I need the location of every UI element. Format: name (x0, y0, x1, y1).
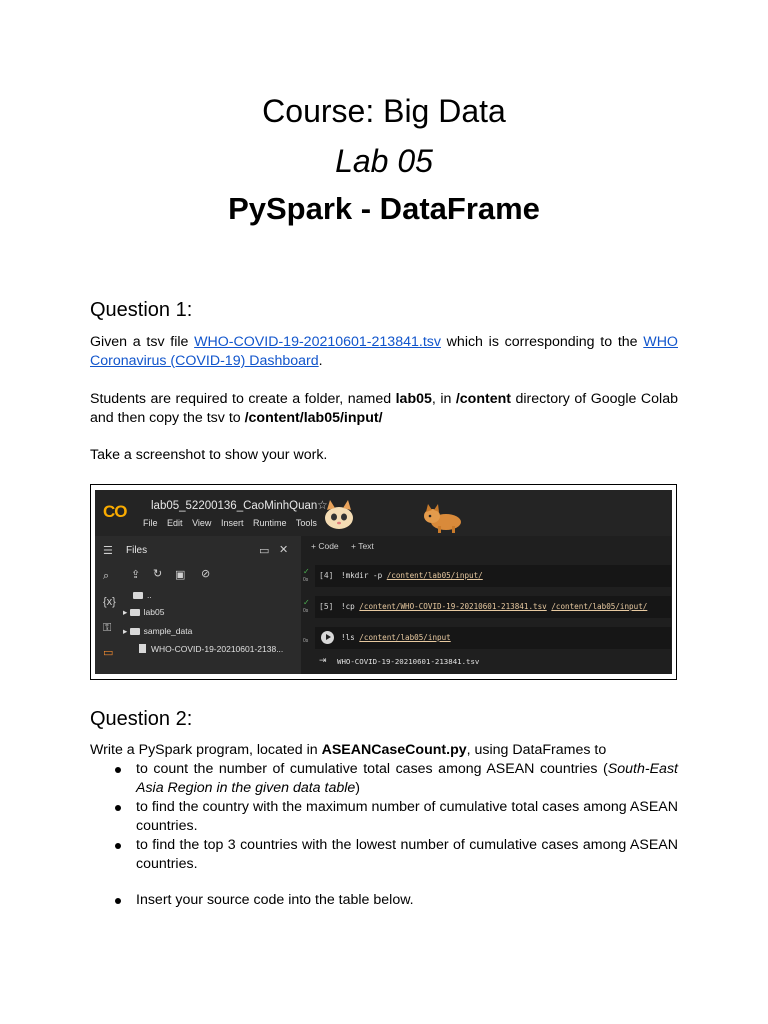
folder-icon (133, 592, 143, 599)
question-1-paragraph-3: Take a screenshot to show your work. (90, 447, 328, 463)
bullet-icon (115, 767, 121, 773)
tree-folder-sample-data[interactable]: ▸ sample_data (123, 626, 193, 636)
path: /content/lab05/input/ (551, 602, 648, 611)
path: /content/lab05/input/ (386, 571, 483, 580)
cell-2-status-icon: ✓ (303, 598, 310, 607)
cell-1-status-icon: ✓ (303, 567, 310, 576)
text: which is corresponding to the (440, 334, 644, 350)
question-2-heading: Question 2: (90, 708, 193, 730)
course-title: Course: Big Data (262, 93, 506, 129)
bullet-icon (115, 805, 121, 811)
folder-icon (130, 628, 140, 635)
list-item (90, 836, 678, 874)
cell-output: WHO-COVID-19-20210601-213841.tsv (337, 657, 480, 666)
output-icon[interactable]: ⇥ (319, 655, 327, 665)
colab-screenshot (90, 484, 677, 680)
variables-icon[interactable]: {x} (103, 596, 116, 608)
menu-insert[interactable]: Insert (220, 518, 244, 528)
bullet-icon (115, 898, 121, 904)
tree-parent-folder[interactable] (133, 590, 152, 600)
text: to find the country with the maximum number of cumulative total cases among ASEAN countries. (136, 799, 678, 834)
list-item (90, 760, 678, 798)
path: /content/WHO-COVID-19-20210601-213841.tsv (359, 602, 547, 611)
text: . (318, 353, 323, 369)
colab-topbar (95, 490, 672, 536)
text: to count the number of cumulative total cases among ASEAN countries ( (136, 761, 608, 777)
menu-file[interactable]: File (143, 518, 158, 528)
star-icon[interactable]: ☆ (317, 498, 328, 512)
mount-drive-icon[interactable]: ▣ (175, 569, 186, 581)
cmd: !cp (341, 602, 360, 611)
menu-view[interactable]: View (192, 518, 212, 528)
text: , using DataFrames to (466, 742, 607, 758)
code-cell-2[interactable] (315, 596, 671, 618)
file-icon (139, 644, 146, 653)
question-2-intro (90, 741, 678, 760)
cell-exec-count: [4] (319, 571, 334, 580)
cell-1-exec-time: 0s (303, 577, 309, 583)
dog-sticker-icon (420, 504, 466, 534)
code-cell-1[interactable] (315, 565, 671, 587)
notebook-title[interactable]: lab05_52200136_CaoMinhQuan (151, 500, 318, 512)
menu-edit[interactable]: Edit (167, 518, 183, 528)
instruction-list (90, 891, 678, 910)
cmd: !mkdir -p (341, 571, 387, 580)
input-dir: /content/lab05/input/ (244, 410, 383, 426)
text-italic: South-East Asia Region in the given data table (136, 761, 678, 796)
colab-window (95, 490, 672, 674)
files-panel-title: Files (126, 545, 148, 556)
task-list (90, 760, 678, 874)
files-panel (123, 536, 302, 674)
code-cell-3[interactable] (315, 627, 671, 649)
run-cell-button[interactable] (321, 631, 334, 644)
list-item (90, 891, 678, 910)
cat-sticker-icon (321, 498, 357, 532)
program-filename: ASEANCaseCount.py (321, 742, 467, 758)
cell-3-exec-time: 0s (303, 638, 309, 644)
refresh-icon[interactable]: ↻ (153, 568, 163, 580)
cell-code (341, 633, 451, 642)
table-of-contents-icon[interactable]: ☰ (103, 545, 113, 557)
tree-label: .. (147, 590, 152, 600)
files-folder-icon[interactable]: ▭ (103, 647, 114, 659)
menu-bar (143, 518, 324, 528)
tsv-file-link[interactable]: WHO-COVID-19-20210601-213841.tsv (194, 334, 441, 350)
tree-label: WHO-COVID-19-20210601-2138... (151, 644, 284, 654)
content-dir: /content (455, 391, 512, 407)
tree-label: sample_data (143, 626, 193, 636)
tree-file-tsv[interactable] (139, 644, 283, 654)
add-code-button[interactable]: + Code (311, 541, 339, 551)
text: Write a PySpark program, located in (90, 742, 322, 758)
cell-code (341, 602, 647, 611)
cell-2-exec-time: 0s (303, 608, 309, 614)
path: /content/lab05/input (359, 633, 451, 642)
new-window-icon[interactable]: ▭ (259, 545, 270, 557)
menu-tools[interactable]: Tools (295, 518, 317, 528)
question-1-paragraph-2 (90, 390, 678, 428)
text: Insert your source code into the table below. (136, 892, 414, 908)
who-dashboard-link[interactable]: WHO Coronavirus (COVID-19) Dashboard (90, 334, 678, 369)
colab-left-toolbar (95, 536, 123, 674)
cell-exec-count: [5] (319, 602, 334, 611)
upload-icon[interactable]: ⇪ (131, 569, 141, 581)
notebook-area (301, 536, 672, 674)
cell-code (341, 571, 483, 580)
folder-name: lab05 (395, 391, 432, 407)
cmd: !ls (341, 633, 360, 642)
tree-folder-lab05[interactable]: ▸ lab05 (123, 607, 165, 617)
add-cell-bar (311, 541, 384, 551)
bullet-icon (115, 843, 121, 849)
close-icon[interactable]: ✕ (279, 544, 289, 556)
list-item (90, 798, 678, 836)
document-title: PySpark - DataFrame (228, 191, 540, 226)
colab-logo: CO (103, 502, 127, 521)
text: to find the top 3 countries with the lowest number of cumulative cases among ASEAN countries. (136, 837, 678, 872)
folder-icon (130, 609, 140, 616)
text: ) (355, 780, 361, 796)
menu-runtime[interactable]: Runtime (252, 518, 287, 528)
question-1-heading: Question 1: (90, 299, 193, 321)
question-1-paragraph-1 (90, 333, 678, 371)
hide-files-icon[interactable]: ⊘ (201, 568, 211, 580)
text: , in (431, 391, 456, 407)
secrets-key-icon[interactable]: ⚿ (103, 622, 112, 634)
text: Given a tsv file (90, 334, 195, 350)
tree-label: lab05 (143, 607, 165, 617)
lab-title: Lab 05 (335, 143, 433, 179)
search-icon[interactable]: ⌕ (103, 570, 110, 582)
add-text-button[interactable]: + Text (351, 541, 374, 551)
text: directory of Google Colab and then copy the tsv to (90, 391, 678, 426)
text: Students are required to create a folder, named (90, 391, 396, 407)
